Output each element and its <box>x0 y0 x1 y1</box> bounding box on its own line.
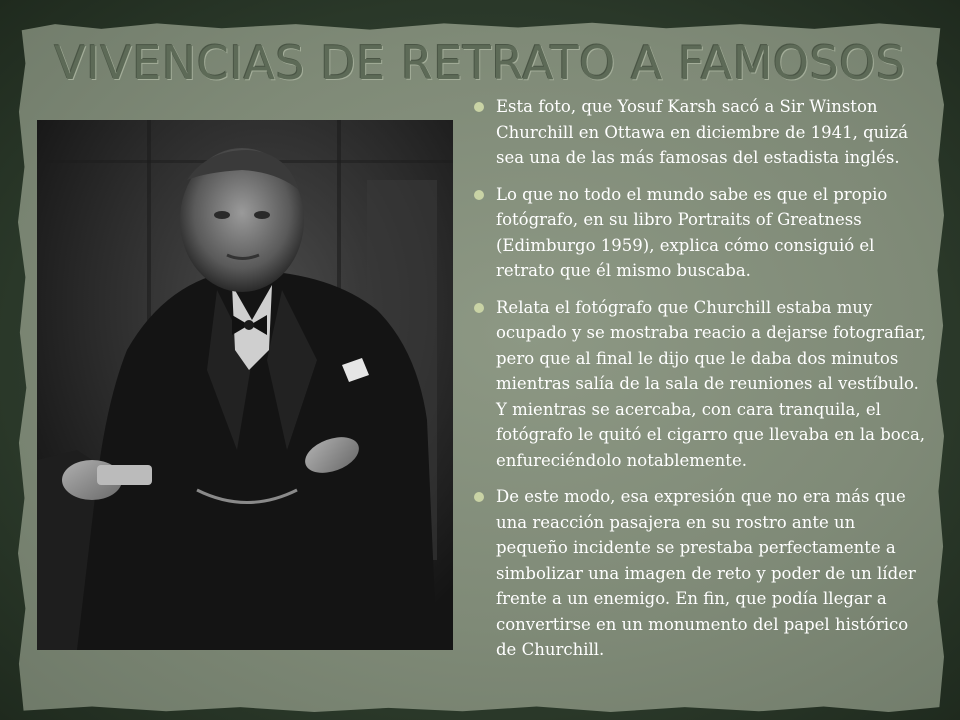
portrait-photo-icon <box>37 120 453 650</box>
bullet-text: Lo que no todo el mundo sabe es que el propio fotógrafo, en su libro Portraits of Greatness (Edimburgo 1959), explica cómo consiguió el retrato que él mismo buscaba. <box>496 184 888 280</box>
list-item <box>470 484 930 663</box>
bullet-icon <box>474 303 484 313</box>
slide-title: VIVENCIAS DE RETRATO A FAMOSOS <box>54 36 906 90</box>
bullet-text: Relata el fotógrafo que Churchill estaba muy ocupado y se mostraba reacio a dejarse fotografiar, pero que al final le dijo que le daba dos minutos mientras salía de la sala de reuniones al vestíbulo. Y mientras se acercaba, con cara tranquila, el fotógrafo le quitó el cigarro que llevaba en la boca, enfureciéndolo notablemente. <box>496 297 926 470</box>
list-item <box>470 295 930 474</box>
portrait-photo <box>37 120 453 650</box>
list-item <box>470 94 930 171</box>
bullet-text: De este modo, esa expresión que no era más que una reacción pasajera en su rostro ante un pequeño incidente se prestaba perfectamente a simbolizar una imagen de reto y poder de un líder frente a un enemigo. En fin, que podía llegar a convertirse en un monumento del papel histórico de Churchill. <box>496 487 916 659</box>
bullet-text: Esta foto, que Yosuf Karsh sacó a Sir Winston Churchill en Ottawa en diciembre de 1941, quizá sea una de las más famosas del estadista inglés. <box>496 97 909 167</box>
bullet-icon <box>474 190 484 200</box>
bullet-list <box>470 94 930 674</box>
bullet-icon <box>474 492 484 502</box>
bullet-icon <box>474 102 484 112</box>
list-item <box>470 182 930 284</box>
